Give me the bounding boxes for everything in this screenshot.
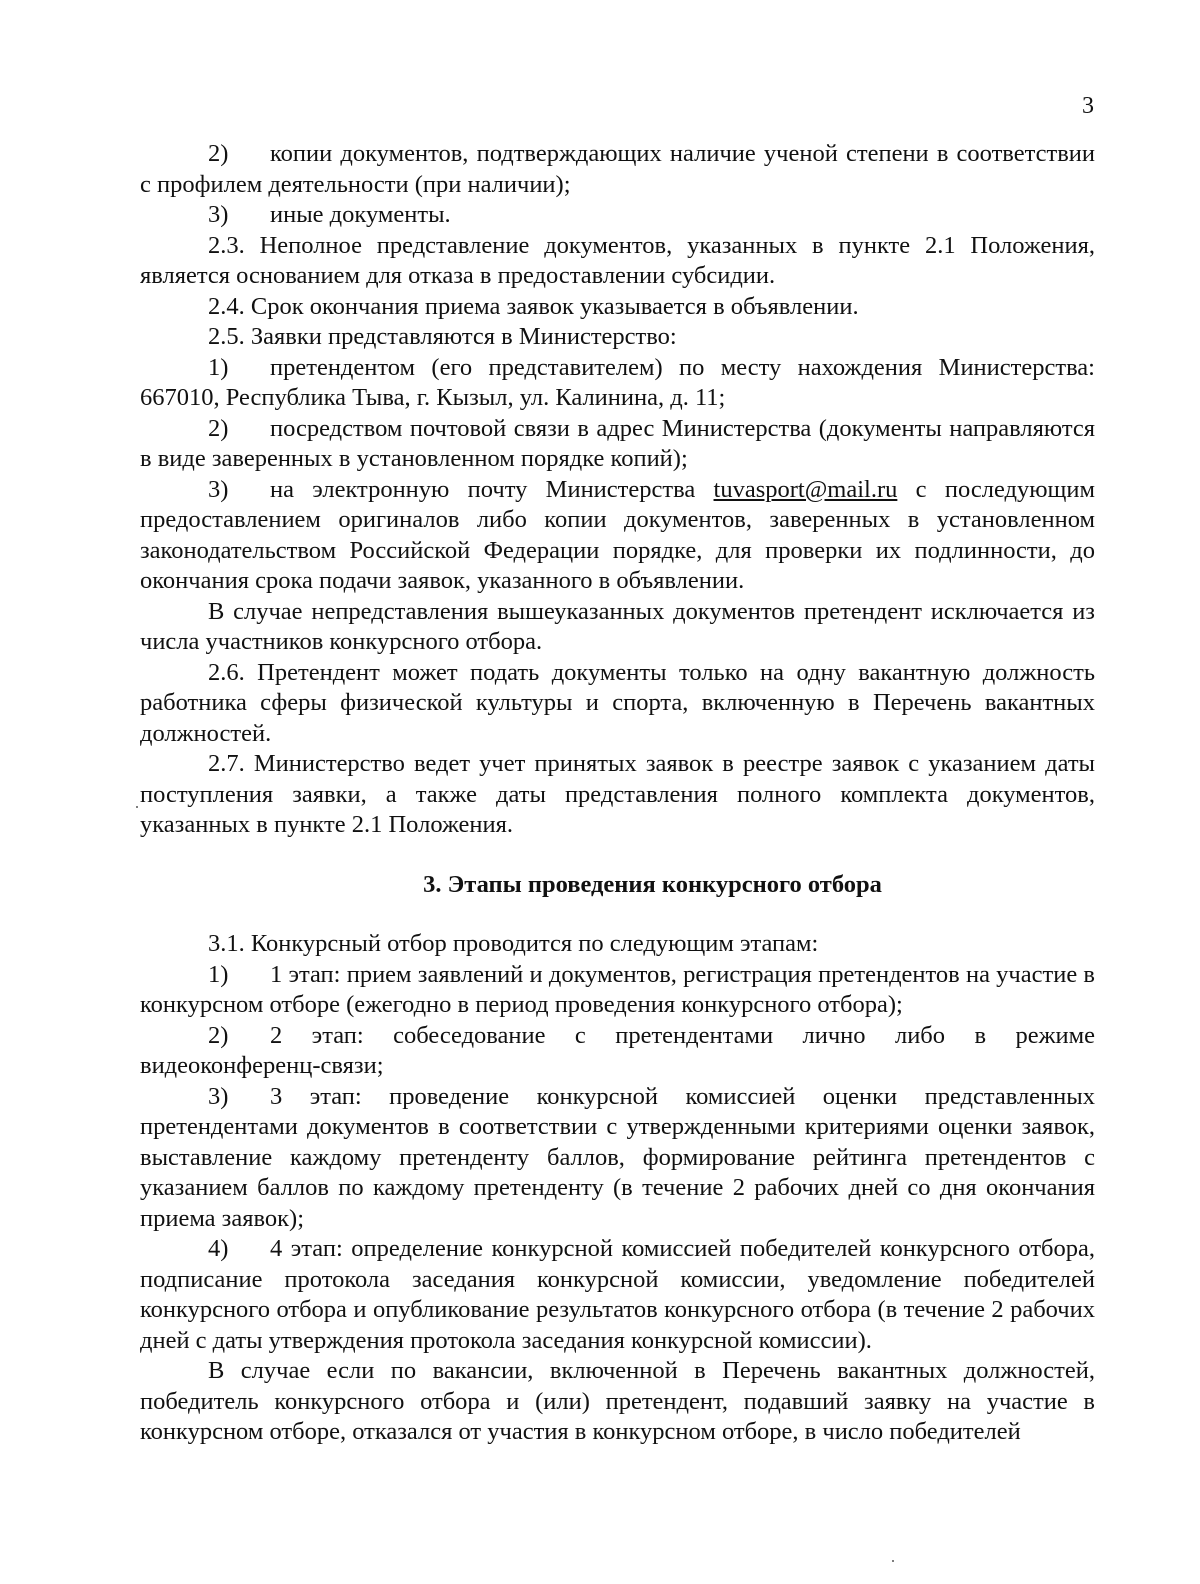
item-number: 2) <box>208 140 229 167</box>
paragraph-text: 2.7. Министерство ведет учет принятых заявок в реестре заявок с указанием даты поступления заявки, а также даты представления полного комплекта документов, указанных в пункте 2.1 Положения. <box>140 750 1095 838</box>
section-heading: 3. Этапы проведения конкурсного отбора <box>423 870 882 898</box>
paragraph-text: на электронную почту Министерства <box>270 475 714 503</box>
paragraph <box>140 353 1095 414</box>
item-number: 2) <box>208 1021 229 1049</box>
page-number: 3 <box>1082 93 1094 119</box>
scan-artifact <box>136 806 138 808</box>
paragraph <box>140 1356 1095 1448</box>
paragraph-text: посредством почтовой связи в адрес Министерства (документы направляются в виде заверенных в установленном порядке копий); <box>140 414 1095 472</box>
email-link[interactable]: tuvasport@mail.ru <box>713 475 898 503</box>
item-number: 3) <box>208 1082 229 1110</box>
paragraph-text: иные документы. <box>270 201 451 228</box>
paragraph <box>140 960 1095 1021</box>
paragraph <box>140 414 1095 475</box>
paragraph <box>140 231 1095 292</box>
paragraph-text: 4 этап: определение конкурсной комиссией победителей конкурсного отбора, подписание протокола заседания конкурсной комиссии, уведомление победителей конкурсного отбора и опубликование результатов конкурсного отбора (в течение 2 рабочих дней с даты утверждения протокола заседания конкурсной комиссии). <box>140 1235 1095 1354</box>
paragraph-text: 3.1. Конкурсный отбор проводится по следующим этапам: <box>208 930 819 957</box>
paragraph <box>140 597 1095 658</box>
paragraph-text: 2 этап: собеседование с претендентами лично либо в режиме видеоконференц-связи; <box>140 1021 1095 1079</box>
paragraph <box>140 1021 1095 1082</box>
paragraph-text: 2.4. Срок окончания приема заявок указывается в объявлении. <box>208 292 859 320</box>
item-number: 3) <box>208 475 229 503</box>
item-number: 2) <box>208 414 229 442</box>
paragraph <box>140 658 1095 750</box>
item-number: 4) <box>208 1235 229 1262</box>
paragraph <box>140 1082 1095 1235</box>
section-3-body <box>140 929 1095 1448</box>
paragraph <box>140 322 1095 353</box>
paragraph-text: В случае непредставления вышеуказанных документов претендент исключается из числа участников конкурсного отбора. <box>140 597 1095 655</box>
paragraph-text: 2.6. Претендент может подать документы только на одну вакантную должность работника сферы физической культуры и спорта, включенную в Перечень вакантных должностей. <box>140 658 1095 747</box>
paragraph-text: копии документов, подтверждающих наличие ученой степени в соответствии с профилем деятельности (при наличии); <box>140 140 1095 198</box>
section-2-continued <box>140 139 1095 475</box>
paragraph <box>140 292 1095 323</box>
paragraph-text: 1 этап: прием заявлений и документов, регистрация претендентов на участие в конкурсном отборе (ежегодно в период проведения конкурсного отбора); <box>140 960 1095 1018</box>
paragraph-email-submission <box>140 475 1095 597</box>
document-body <box>140 139 1095 1448</box>
paragraph <box>140 1234 1095 1356</box>
item-number: 3) <box>208 201 229 228</box>
paragraph-text: претендентом (его представителем) по месту нахождения Министерства: 667010, Республика Тыва, г. Кызыл, ул. Калинина, д. 11; <box>140 353 1095 411</box>
paragraph <box>140 139 1095 200</box>
scan-artifact <box>892 1560 894 1562</box>
paragraph <box>140 200 1095 231</box>
paragraph <box>140 929 1095 960</box>
paragraph <box>140 749 1095 841</box>
paragraph-text: с последующим предоставлением оригиналов либо копии документов, заверенных в установленном законодательством Российской Федерации порядке, для проверки их подлинности, до окончания срока подачи заявок, указанного в объявлении. <box>140 475 1096 594</box>
paragraph-text: 3 этап: проведение конкурсной комиссией оценки представленных претендентами документов в соответствии с утвержденными критериями оценки заявок, выставление каждому претенденту баллов, формирование рейтинга претендентов с указанием баллов по каждому претенденту (в течение 2 рабочих дней со дня окончания приема заявок); <box>140 1082 1095 1232</box>
item-number: 1) <box>208 960 229 988</box>
paragraph-text: 2.5. Заявки представляются в Министерство: <box>208 323 677 350</box>
paragraph-text: 2.3. Неполное представление документов, указанных в пункте 2.1 Положения, является основанием для отказа в предоставлении субсидии. <box>140 231 1095 289</box>
item-number: 1) <box>208 353 229 381</box>
section-2-end <box>140 597 1095 841</box>
paragraph-text: В случае если по вакансии, включенной в Перечень вакантных должностей, победитель конкурсного отбора и (или) претендент, подавший заявку на участие в конкурсном отборе, отказался от участия в конкурсном отборе, в число победителей <box>140 1357 1095 1445</box>
